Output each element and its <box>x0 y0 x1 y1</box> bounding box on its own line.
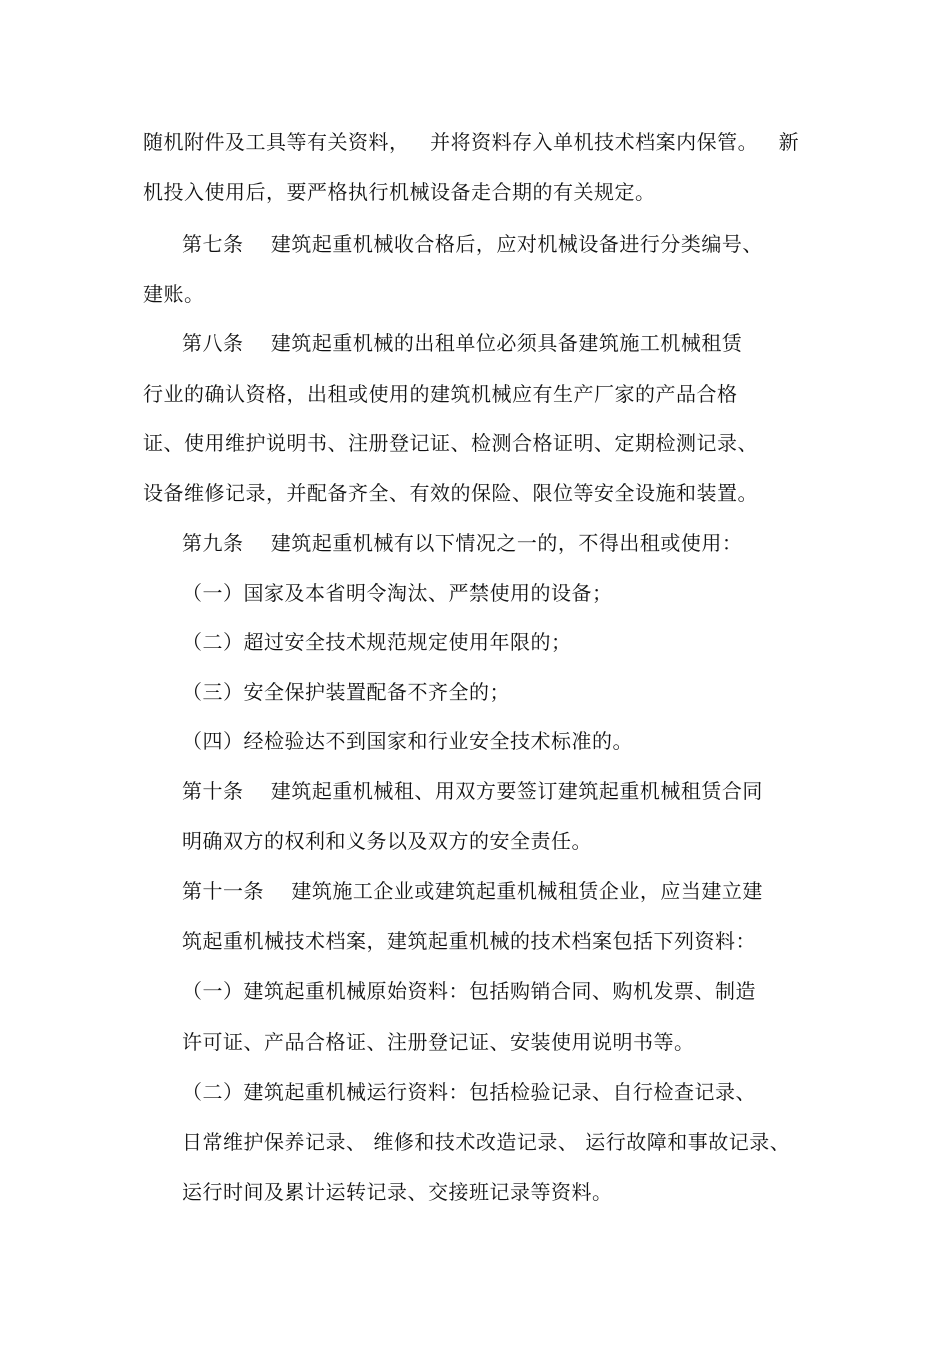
text-line-11: （二）超过安全技术规范规定使用年限的； <box>182 630 572 654</box>
text-line-20: （二）建筑起重机械运行资料：包括检验记录、自行检查记录、 <box>182 1080 756 1104</box>
text-line-4: 建账。 <box>143 282 205 306</box>
text-line-21: 日常维护保养记录、 维修和技术改造记录、 运行故障和事故记录、 <box>182 1130 791 1154</box>
text-line-10: （一）国家及本省明令淘汰、严禁使用的设备； <box>182 581 613 605</box>
text-line-12: （三）安全保护装置配备不齐全的； <box>182 680 510 704</box>
text-line-9: 第九条 建筑起重机械有以下情况之一的，不得出租或使用： <box>182 531 743 555</box>
text-line-14: 第十条 建筑起重机械租、用双方要签订建筑起重机械租赁合同 <box>182 779 763 803</box>
text-line-13: （四）经检验达不到国家和行业安全技术标准的。 <box>182 729 633 753</box>
text-line-7: 证、使用维护说明书、注册登记证、检测合格证明、定期检测记录、 <box>143 431 758 455</box>
text-line-8: 设备维修记录，并配备齐全、有效的保险、限位等安全设施和装置。 <box>143 481 758 505</box>
text-line-15: 明确双方的权利和义务以及双方的安全责任。 <box>182 829 592 853</box>
text-line-19: 许可证、产品合格证、注册登记证、安装使用说明书等。 <box>182 1030 695 1054</box>
text-line-2: 机投入使用后，要严格执行机械设备走合期的有关规定。 <box>143 180 656 204</box>
text-line-16: 第十一条 建筑施工企业或建筑起重机械租赁企业，应当建立建 <box>182 879 763 903</box>
text-line-17: 筑起重机械技术档案，建筑起重机械的技术档案包括下列资料： <box>182 929 756 953</box>
text-line-18: （一）建筑起重机械原始资料：包括购销合同、购机发票、制造 <box>182 979 756 1003</box>
text-line-1: 随机附件及工具等有关资料， 并将资料存入单机技术档案内保管。 新 <box>143 130 800 154</box>
text-line-5: 第八条 建筑起重机械的出租单位必须具备建筑施工机械租赁 <box>182 331 743 355</box>
text-line-22: 运行时间及累计运转记录、交接班记录等资料。 <box>182 1180 613 1204</box>
text-line-3: 第七条 建筑起重机械收合格后，应对机械设备进行分类编号、 <box>182 232 763 256</box>
text-line-6: 行业的确认资格，出租或使用的建筑机械应有生产厂家的产品合格 <box>143 382 738 406</box>
